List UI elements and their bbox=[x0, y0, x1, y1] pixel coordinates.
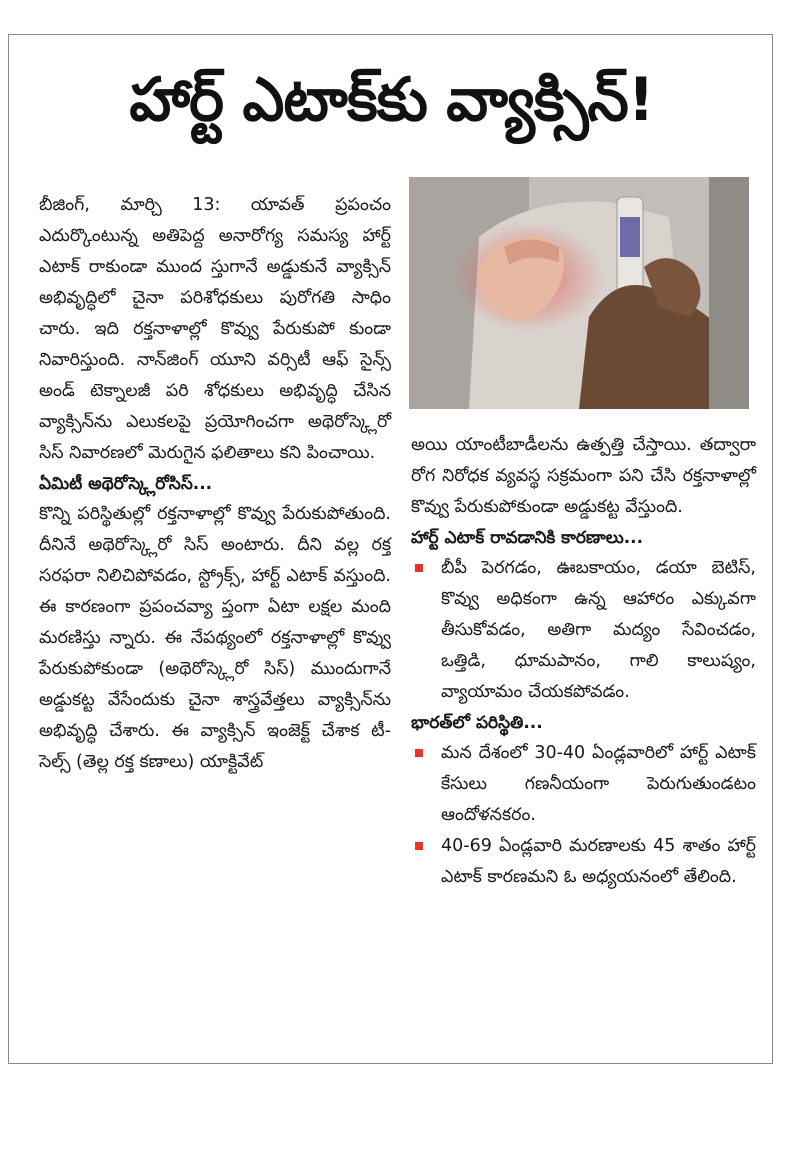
photo-illustration bbox=[409, 177, 749, 409]
bullet-square-icon bbox=[415, 842, 423, 850]
india-bullet-2 bbox=[411, 831, 756, 893]
intro-paragraph: బీజింగ్, మార్చి 13: యావత్ ప్రపంచం ఎదుర్కొంటున్న అతిపెద్ద అనారోగ్య సమస్య హార్ట్ ఎటాక్ రాకుండా ముంద స్తుగానే అడ్డుకునే వ్యాక్సిన్ అభివృద్ధిలో చైనా పరిశోధకులు పురోగతి సాధిం చారు. ఇది రక్తనాళాల్లో కొవ్వు పేరుకుపో కుండా నివారిస్తుంది. నాన్‌జింగ్ యూని వర్సిటీ ఆఫ్ సైన్స్ అండ్ టెక్నాలజీ పరి శోధకులు అభివృద్ధి చేసిన వ్యాక్సిన్‌ను ఎలుకలపై ప్రయోగించగా అథెరోస్క్లెరో సిస్ నివారణలో మెరుగైన ఫలితాలు కని పించాయి. bbox=[39, 195, 391, 463]
cause-bullet bbox=[411, 553, 756, 708]
india-bullet-1 bbox=[411, 738, 756, 831]
bullet-square-icon bbox=[415, 749, 423, 757]
continuation-paragraph: అయి యాంటీబాడీలను ఉత్పత్తి చేస్తాయి. తద్వారా రోగ నిరోధక వ్యవస్థ సక్రమంగా పని చేసి రక్తనాళాల్లో కొవ్వు పేరుకుపోకుండా అడ్డుకట్ట వేస్తుంది. bbox=[411, 435, 756, 517]
right-column bbox=[411, 430, 756, 893]
bullet-text: 40-69 ఏండ్లవారి మరణాలకు 45 శాతం హార్ట్ ఎటాక్ కారణమని ఓ అధ్యయనంలో తేలింది. bbox=[441, 836, 756, 887]
previous-article-strip bbox=[400, 0, 790, 8]
news-article bbox=[8, 34, 773, 1064]
heart-attack-vaccine-photo bbox=[409, 177, 749, 409]
atherosclerosis-paragraph: కొన్ని పరిస్థితుల్లో రక్తనాళాల్లో కొవ్వు పేరుకుపోతుంది. దీనినే అథెరోస్క్లెరో సిస్ అంటారు. దీని వల్ల రక్త సరఫరా నిలిచిపోవడం, స్ట్రోక్స్, హార్ట్ ఎటాక్ వస్తుంది. ఈ కారణంగా ప్రపంచవ్యా ప్తంగా ఏటా లక్షల మంది మరణిస్తు న్నారు. ఈ నేపథ్యంలో రక్తనాళాల్లో కొవ్వు పేరుకుపోకుండా (అథెరోస్క్లెరో సిస్) ముందుగానే అడ్డుకట్ట వేసేందుకు చైనా శాస్త్రవేత్తలు వ్యాక్సిన్‌ను అభివృద్ధి చేశారు. ఈ వ్యాక్సిన్ ఇంజెక్ట్ చేశాక టీ- సెల్స్ (తెల్ల రక్త కణాలు) యాక్టివేట్ bbox=[39, 504, 391, 772]
left-column bbox=[39, 190, 391, 778]
subheading-atherosclerosis: ఏమిటీ అథెరోస్క్లెరోసిస్... bbox=[39, 474, 213, 494]
bullet-text: బీపీ పెరగడం, ఊబకాయం, డయా బెటిస్, కొవ్వు అధికంగా ఉన్న ఆహారం ఎక్కువగా తీసుకోవడం, అతిగా మద్యం సేవించడం, ఒత్తిడి, ధూమపానం, గాలి కాలుష్యం, వ్యాయామం చేయకపోవడం. bbox=[441, 558, 756, 702]
subheading-causes: హార్ట్ ఎటాక్ రావడానికి కారణాలు... bbox=[411, 528, 644, 548]
bullet-square-icon bbox=[415, 564, 423, 572]
subheading-india: భారత్‌లో పరిస్థితి... bbox=[411, 713, 543, 733]
bullet-text: మన దేశంలో 30-40 ఏండ్లవారిలో హార్ట్ ఎటాక్ కేసులు గణనీయంగా పెరుగుతుండటం ఆందోళనకరం. bbox=[441, 743, 756, 825]
article-headline: హార్ట్ ఎటాక్‌కు వ్యాక్సిన్! bbox=[129, 65, 654, 135]
